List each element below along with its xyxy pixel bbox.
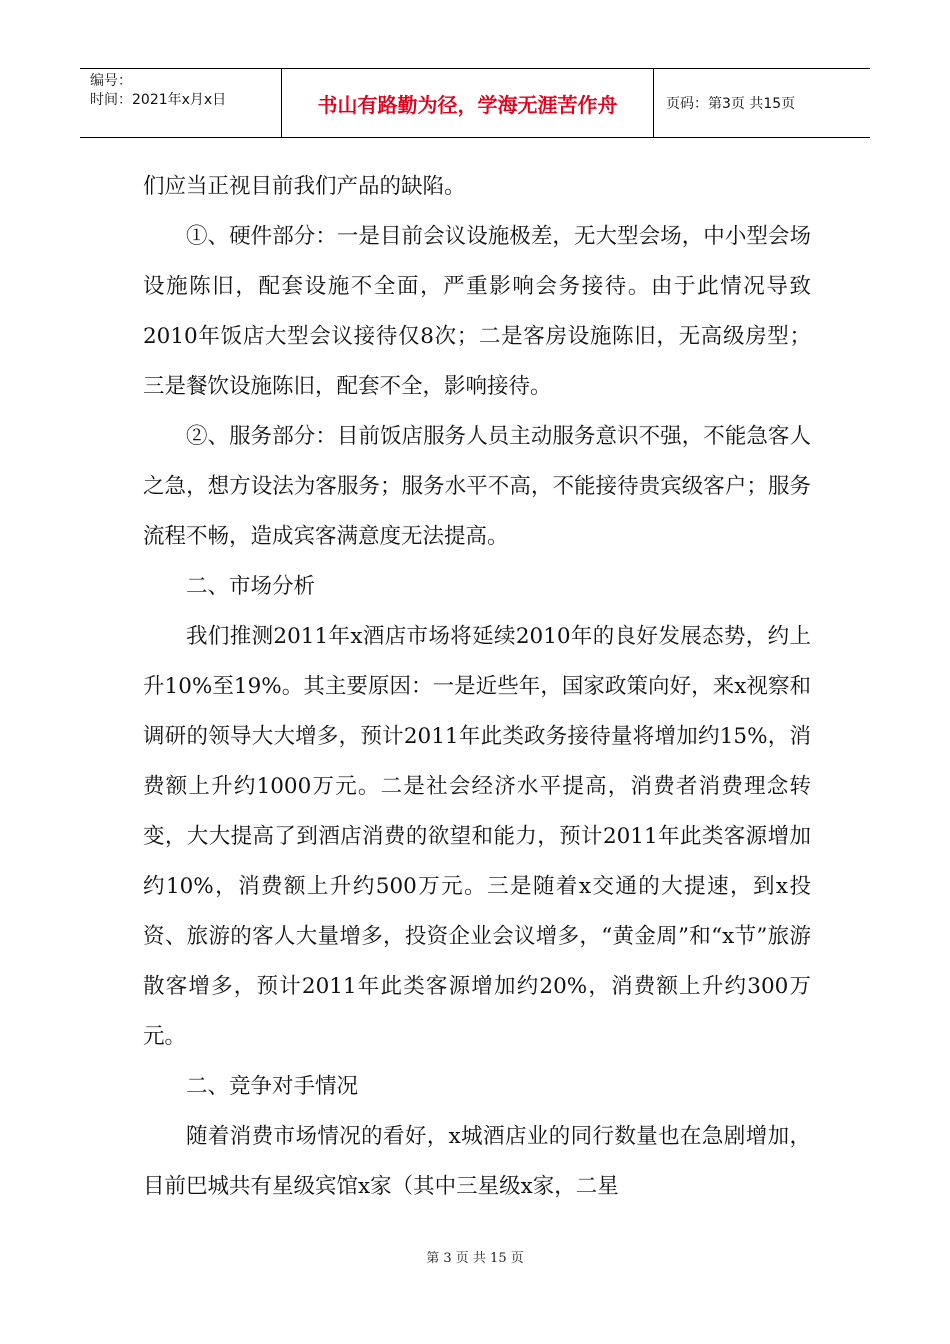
header-meta [80,69,282,137]
section-heading-market: 二、市场分析 [186,574,316,599]
paragraph-market-analysis: 我们推测2011年x酒店市场将延续2010年的良好发展态势，约上升10%至19%。其主要原因：一是近些年，国家政策向好，来x视察和调研的领导大大增多，预计2011年此类政务接待量将增加约15%，消费额上升约1000万元。二是社会经济水平提高，消费者消费理念转变，大大提高了到酒店消费的欲望和能力，预计2011年此类客源增加约10%，消费额上升约500万元。三是随着x交通的大提速，到x投资、旅游的客人大量增多，投资企业会议增多，“黄金周”和“x节”旅游散客增多，预计2011年此类客源增加约20%，消费额上升约300万元。 [143,624,811,1049]
paragraph-hardware: ①、硬件部分：一是目前会议设施极差，无大型会场，中小型会场设施陈旧，配套设施不全面，严重影响会务接待。由于此情况导致2010年饭店大型会议接待仅8次；二是客房设施陈旧，无高级房型；三是餐饮设施陈旧，配套不全，影响接待。 [143,224,811,399]
date-label: 时间：2021年x月x日 [90,92,227,108]
header-motto: 书山有路勤为径，学海无涯苦作舟 [282,69,654,137]
paragraph-competitors: 随着消费市场情况的看好，x城酒店业的同行数量也在急剧增加，目前巴城共有星级宾馆x家（其中三星级x家，二星 [143,1124,811,1199]
section-heading-competitors: 二、竞争对手情况 [186,1074,359,1099]
paragraph-service: ②、服务部分：目前饭店服务人员主动服务意识不强，不能急客人之急，想方设法为客服务；服务水平不高，不能接待贵宾级客户；服务流程不畅，造成宾客满意度无法提高。 [143,424,811,549]
code-label: 编号： [90,73,132,89]
document-header [80,68,870,138]
page-footer: 第 3 页 共 15 页 [426,1251,524,1266]
header-page-info: 页码：第3页 共15页 [666,96,796,112]
paragraph-continuation: 们应当正视目前我们产品的缺陷。 [143,174,466,199]
document-body [143,162,811,1212]
